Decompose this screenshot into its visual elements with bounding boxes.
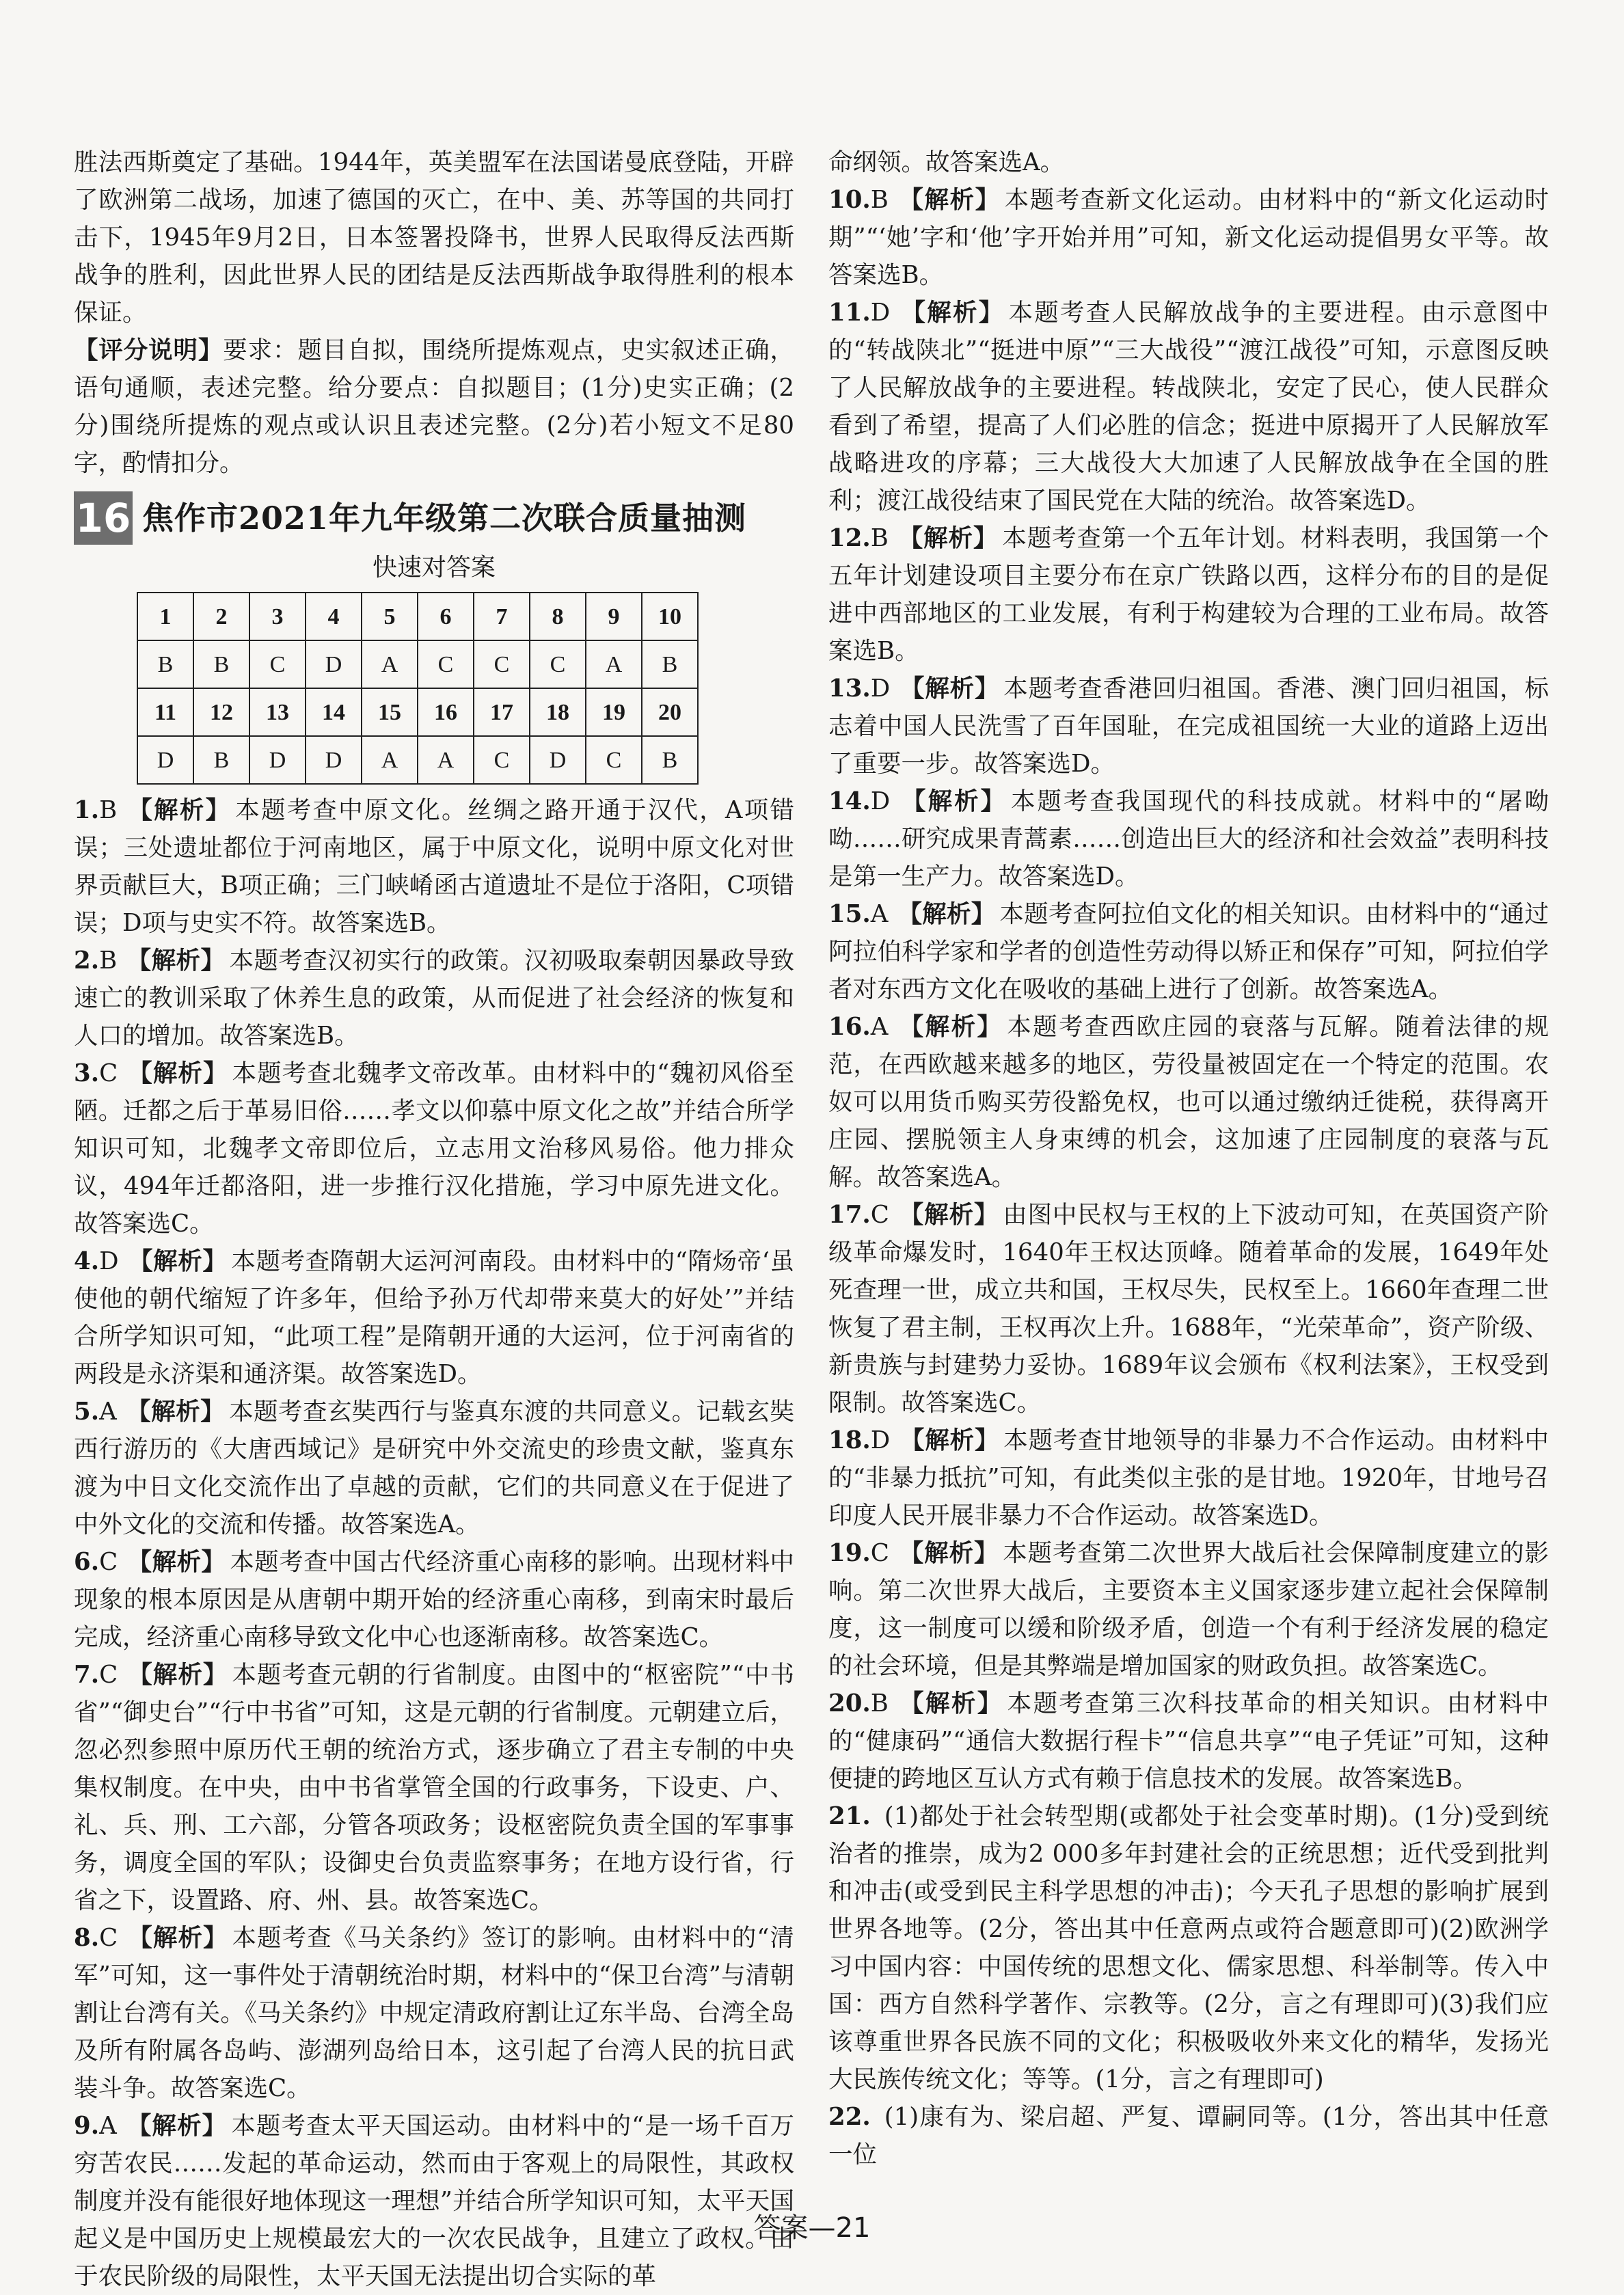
answer-letter: B xyxy=(870,1689,889,1717)
quick-answer-title: 快速对答案 xyxy=(372,554,496,582)
answer-number: 3. xyxy=(74,1059,100,1087)
answer-item xyxy=(74,942,794,1055)
table-cell: 9 xyxy=(586,593,642,640)
answer-explanation: 本题考查新文化运动。由材料中的“新文化运动时期”“‘她’字和‘他’字开始并用”可知，新文化运动提倡男女平等。故答案选B。 xyxy=(828,186,1549,289)
answer-letter: C xyxy=(99,1059,118,1087)
table-cell: 1 xyxy=(137,593,193,640)
table-cell: 13 xyxy=(249,688,306,736)
table-cell: B xyxy=(642,640,698,688)
answer-letter: C xyxy=(99,1548,118,1576)
answer-item xyxy=(828,1422,1549,1534)
answer-explanation: (1)都处于社会转型期(或都处于社会变革时期)。(1分)受到统治者的推崇，成为2 000多年封建社会的正统思想；近代受到批判和冲击(或受到民主科学思想的冲击)；今天孔子思想的影响扩展到世界各地等。(2分，答出其中任意两点或符合题意即可)(2)欧洲学习中国内容：中国传统的思想文化、儒家思想、科举制等。传入中国：西方自然科学著作、宗教等。(2分，言之有理即可)(3)我们应该尊重世界各民族不同的文化；积极吸收外来文化的精华，发扬光大民族传统文化；等等。(1分，言之有理即可) xyxy=(828,1802,1549,2093)
quick-answer-table xyxy=(137,592,699,785)
table-cell: D xyxy=(249,736,306,784)
table-cell: 19 xyxy=(586,688,642,736)
analysis-tag: 【解析】 xyxy=(899,1426,1000,1454)
answer-item xyxy=(74,791,794,942)
analysis-tag: 【解析】 xyxy=(127,1661,228,1689)
table-cell: B xyxy=(193,640,249,688)
answer-item xyxy=(828,519,1549,670)
answer-item xyxy=(828,181,1549,294)
table-cell: D xyxy=(306,736,362,784)
continuation-text: 命纲领。故答案选A。 xyxy=(828,148,1065,176)
answer-number: 10. xyxy=(828,186,871,214)
table-cell: 20 xyxy=(642,688,698,736)
table-cell: 6 xyxy=(418,593,474,640)
answer-number: 22. xyxy=(828,2103,871,2131)
answer-explanation: 本题考查元朝的行省制度。由图中的“枢密院”“中书省”“御史台”“行中书省”可知，这是元朝的行省制度。元朝建立后，忽必烈参照中原历代王朝的统治方式，逐步确立了君主专制的中央集权制度。在中央，由中书省掌管全国的行政事务，下设吏、户、礼、兵、刑、工六部，分管各项政务；设枢密院负责全国的军事事务，调度全国的军队；设御史台负责监察事务；在地方设行省，行省之下，设置路、府、州、县。故答案选C。 xyxy=(74,1661,794,1914)
answer-letter: A xyxy=(99,2112,117,2140)
table-row xyxy=(137,688,698,736)
analysis-tag: 【解析】 xyxy=(899,299,1005,327)
answer-letter: A xyxy=(870,1013,889,1041)
answer-letter: D xyxy=(870,299,891,327)
answer-explanation: 由图中民权与王权的上下波动可知，在英国资产阶级革命爆发时，1640年王权达顶峰。随着革命的发展，1649年处死查理一世，成立共和国，王权尽失，民权至上。1660年查理二世恢复了君主制，王权再次上升。1688年，“光荣革命”，资产阶级、新贵族与封建势力妥协。1689年议会颁布《权利法案》，王权受到限制。故答案选C。 xyxy=(828,1201,1549,1417)
answer-number: 20. xyxy=(828,1689,871,1717)
answer-letter: D xyxy=(870,787,891,815)
answer-explanation: 本题考查第二次世界大战后社会保障制度建立的影响。第二次世界大战后，主要资本主义国家逐步建立起社会保障制度，这一制度可以缓和阶级矛盾，创造一个有利于经济发展的稳定的社会环境，但是其弊端是增加国家的财政负担。故答案选C。 xyxy=(828,1539,1549,1680)
table-cell: B xyxy=(193,736,249,784)
answer-letter: D xyxy=(870,1426,891,1454)
table-cell: A xyxy=(586,640,642,688)
analysis-tag: 【解析】 xyxy=(898,1201,999,1229)
table-cell: 16 xyxy=(418,688,474,736)
answer-explanation: 本题考查阿拉伯文化的相关知识。由材料中的“通过阿拉伯科学家和学者的创造性劳动得以矫正和保存”可知，阿拉伯学者对东西方文化在吸收的基础上进行了创新。故答案选A。 xyxy=(828,900,1549,1003)
section-number: 16 xyxy=(74,491,133,545)
table-cell: 17 xyxy=(474,688,530,736)
section-header xyxy=(74,491,794,545)
answer-item xyxy=(828,1685,1549,1797)
right-column xyxy=(828,144,1549,2173)
answer-explanation: (1)康有为、梁启超、严复、谭嗣同等。(1分，答出其中任意一位 xyxy=(828,2103,1549,2169)
analysis-tag: 【解析】 xyxy=(126,796,232,824)
answer-letter: B xyxy=(870,524,889,552)
table-cell: 18 xyxy=(530,688,586,736)
answer-explanation: 本题考查玄奘西行与鉴真东渡的共同意义。记载玄奘西行游历的《大唐西域记》是研究中外交流史的珍贵文献，鉴真东渡为中日文化交流作出了卓越的贡献，它们的共同意义在于促进了中外文化的交流和传播。故答案选A。 xyxy=(74,1398,794,1538)
analysis-tag: 【解析】 xyxy=(126,2112,228,2140)
answer-number: 6. xyxy=(74,1548,100,1576)
table-row xyxy=(137,640,698,688)
left-column xyxy=(74,144,794,2295)
analysis-tag: 【解析】 xyxy=(897,186,1001,214)
answer-number: 2. xyxy=(74,947,100,975)
analysis-tag: 【解析】 xyxy=(127,1548,226,1576)
answer-explanation: 本题考查《马关条约》签订的影响。由材料中的“清军”可知，这一事件处于清朝统治时期，材料中的“保卫台湾”与清朝割让台湾有关。《马关条约》中规定清政府割让辽东半岛、台湾全岛及所有附属各岛屿、澎湖列岛给日本，这引起了台湾人民的抗日武装斗争。故答案选C。 xyxy=(74,1924,794,2102)
table-cell: A xyxy=(418,736,474,784)
table-cell: 7 xyxy=(474,593,530,640)
answer-item xyxy=(828,1534,1549,1685)
answer-explanation: 本题考查中原文化。丝绸之路开通于汉代，A项错误；三处遗址都位于河南地区，属于中原文化，说明中原文化对世界贡献巨大，B项正确；三门峡崤函古道遗址不是位于洛阳，C项错误；D项与史实不符。故答案选B。 xyxy=(74,796,794,937)
answer-number: 16. xyxy=(828,1013,871,1041)
answer-explanation: 本题考查太平天国运动。由材料中的“是一场千百万穷苦农民……发起的革命运动，然而由于客观上的局限性，其政权制度并没有能很好地体现这一理想”并结合所学知识可知，太平天国起义是中国历史上规模最宏大的一次农民战争，且建立了政权。由于农民阶级的局限性，太平天国无法提出切合实际的革 xyxy=(74,2112,794,2290)
answer-number: 14. xyxy=(828,787,871,815)
answer-item xyxy=(828,1797,1549,2098)
answer-number: 15. xyxy=(828,900,871,928)
answer-letter: B xyxy=(99,796,118,824)
analysis-tag: 【解析】 xyxy=(897,1013,1003,1041)
answer-letter: D xyxy=(99,1247,119,1275)
intro-paragraph: 胜法西斯奠定了基础。1944年，英美盟军在法国诺曼底登陆，开辟了欧洲第二战场，加速了德国的灭亡，在中、美、苏等国的共同打击下，1945年9月2日，日本签署投降书，世界人民取得反法西斯战争的胜利，因此世界人民的团结是反法西斯战争取得胜利的根本保证。 xyxy=(74,148,794,327)
answer-explanation: 本题考查人民解放战争的主要进程。由示意图中的“转战陕北”“挺进中原”“三大战役”“渡江战役”可知，示意图反映了人民解放战争的主要进程。转战陕北，安定了民心，使人民群众看到了希望，提高了人们必胜的信念；挺进中原揭开了人民解放军战略进攻的序幕；三大战役大大加速了人民解放战争在全国的胜利；渡江战役结束了国民党在大陆的统治。故答案选D。 xyxy=(828,299,1549,515)
answer-letter: A xyxy=(870,900,889,928)
table-cell: 14 xyxy=(306,688,362,736)
table-row xyxy=(137,593,698,640)
answer-explanation: 本题考查汉初实行的政策。汉初吸取秦朝因暴政导致速亡的教训采取了休养生息的政策，从而促进了社会经济的恢复和人口的增加。故答案选B。 xyxy=(74,947,794,1050)
answer-number: 17. xyxy=(828,1201,871,1229)
answer-letter: C xyxy=(870,1201,889,1229)
table-cell: A xyxy=(362,736,418,784)
table-cell: 15 xyxy=(362,688,418,736)
left-answer-list xyxy=(74,791,794,2295)
analysis-tag: 【解析】 xyxy=(127,1059,228,1087)
answer-item xyxy=(74,1919,794,2107)
table-cell: 5 xyxy=(362,593,418,640)
answer-letter: A xyxy=(99,1398,117,1426)
answer-explanation: 本题考查西欧庄园的衰落与瓦解。随着法律的规范，在西欧越来越多的地区，劳役量被固定在一个特定的范围。农奴可以用货币购买劳役豁免权，也可以通过缴纳迁徙税，获得离开庄园、摆脱领主人身束缚的机会，这加速了庄园制度的衰落与瓦解。故答案选A。 xyxy=(828,1013,1549,1191)
answer-letter: C xyxy=(870,1539,889,1567)
table-cell: C xyxy=(249,640,306,688)
answer-number: 11. xyxy=(828,299,871,327)
analysis-tag: 【解析】 xyxy=(897,1689,1003,1717)
page-footer: 答案—21 xyxy=(753,2212,871,2244)
evaluation-note xyxy=(74,331,794,482)
answer-number: 12. xyxy=(828,524,871,552)
answer-number: 5. xyxy=(74,1398,100,1426)
table-cell: D xyxy=(530,736,586,784)
answer-number: 13. xyxy=(828,675,871,703)
answer-number: 18. xyxy=(828,1426,871,1454)
answer-letter: C xyxy=(99,1924,118,1952)
answer-item xyxy=(828,294,1549,519)
answer-item xyxy=(828,895,1549,1008)
answer-item xyxy=(828,783,1549,895)
table-cell: C xyxy=(586,736,642,784)
analysis-tag: 【解析】 xyxy=(899,787,1007,815)
answer-letter: D xyxy=(870,675,891,703)
table-cell: C xyxy=(474,640,530,688)
analysis-tag: 【解析】 xyxy=(898,1539,999,1567)
answer-explanation: 本题考查隋朝大运河河南段。由材料中的“隋炀帝‘虽使他的朝代缩短了许多年，但给予孙万代却带来莫大的好处’”并结合所学知识可知，“此项工程”是隋朝开通的大运河，位于河南省的两段是永济渠和通济渠。故答案选D。 xyxy=(74,1247,794,1388)
answer-item xyxy=(74,1393,794,1543)
answer-explanation: 本题考查北魏孝文帝改革。由材料中的“魏初风俗至陋。迁都之后于革易旧俗……孝文以仰慕中原文化之故”并结合所学知识可知，北魏孝文帝即位后，立志用文治移风易俗。他力排众议，494年迁都洛阳，进一步推行汉化措施，学习中原先进文化。故答案选C。 xyxy=(74,1059,794,1238)
table-cell: D xyxy=(137,736,193,784)
table-row xyxy=(137,736,698,784)
answer-number: 7. xyxy=(74,1661,100,1689)
analysis-tag: 【解析】 xyxy=(128,1247,228,1275)
answer-item xyxy=(74,1656,794,1919)
table-cell: 10 xyxy=(642,593,698,640)
analysis-tag: 【解析】 xyxy=(126,1398,226,1426)
table-cell: D xyxy=(306,640,362,688)
table-cell: 11 xyxy=(137,688,193,736)
table-cell: C xyxy=(418,640,474,688)
answer-letter: C xyxy=(99,1661,118,1689)
analysis-tag: 【解析】 xyxy=(897,524,999,552)
answer-item xyxy=(828,1008,1549,1196)
table-cell: 8 xyxy=(530,593,586,640)
answer-explanation: 本题考查中国古代经济重心南移的影响。出现材料中现象的根本原因是从唐朝中期开始的经济重心南移，到南宋时最后完成，经济重心南移导致文化中心也逐渐南移。故答案选C。 xyxy=(74,1548,794,1651)
analysis-tag: 【解析】 xyxy=(127,1924,228,1952)
answer-item xyxy=(74,1242,794,1393)
answer-number: 19. xyxy=(828,1539,871,1567)
table-cell: 4 xyxy=(306,593,362,640)
table-cell: B xyxy=(642,736,698,784)
evaluation-label: 【评分说明】 xyxy=(74,336,224,364)
answer-number: 4. xyxy=(74,1247,100,1275)
answer-number: 21. xyxy=(828,1802,871,1830)
table-cell: 2 xyxy=(193,593,249,640)
analysis-tag: 【解析】 xyxy=(899,675,1000,703)
answer-number: 9. xyxy=(74,2112,100,2140)
answer-item xyxy=(828,670,1549,783)
analysis-tag: 【解析】 xyxy=(897,900,996,928)
analysis-tag: 【解析】 xyxy=(126,947,226,975)
answer-letter: B xyxy=(99,947,118,975)
table-cell: A xyxy=(362,640,418,688)
answer-item xyxy=(74,1055,794,1242)
answer-number: 1. xyxy=(74,796,100,824)
table-cell: C xyxy=(474,736,530,784)
answer-item xyxy=(74,1543,794,1656)
answer-explanation: 本题考查第三次科技革命的相关知识。由材料中的“健康码”“通信大数据行程卡”“信息共享”“电子凭证”可知，这种便捷的跨地区互认方式有赖于信息技术的发展。故答案选B。 xyxy=(828,1689,1549,1793)
table-cell: 3 xyxy=(249,593,306,640)
answer-explanation: 本题考查我国现代的科技成就。材料中的“屠呦呦……研究成果青蒿素……创造出巨大的经济和社会效益”表明科技是第一生产力。故答案选D。 xyxy=(828,787,1549,891)
answer-item xyxy=(828,2098,1549,2173)
answer-letter: B xyxy=(870,186,889,214)
answer-item xyxy=(828,1196,1549,1422)
answer-explanation: 本题考查甘地领导的非暴力不合作运动。由材料中的“非暴力抵抗”可知，有此类似主张的是甘地。1920年，甘地号召印度人民开展非暴力不合作运动。故答案选D。 xyxy=(828,1426,1549,1530)
answer-number: 8. xyxy=(74,1924,100,1952)
right-answer-list xyxy=(828,181,1549,2173)
evaluation-text: 要求：题目自拟，围绕所提炼观点，史实叙述正确，语句通顺，表述完整。给分要点：自拟题目；(1分)史实正确；(2分)围绕所提炼的观点或认识且表述完整。(2分)若小短文不足80字，酌情扣分。 xyxy=(74,336,794,477)
table-cell: C xyxy=(530,640,586,688)
table-cell: B xyxy=(137,640,193,688)
section-title: 焦作市2021年九年级第二次联合质量抽测 xyxy=(142,499,747,537)
answer-item xyxy=(74,2107,794,2295)
table-cell: 12 xyxy=(193,688,249,736)
answer-explanation: 本题考查第一个五年计划。材料表明，我国第一个五年计划建设项目主要分布在京广铁路以西，这样分布的目的是促进中西部地区的工业发展，有利于构建较为合理的工业布局。故答案选B。 xyxy=(828,524,1549,665)
answer-explanation: 本题考查香港回归祖国。香港、澳门回归祖国，标志着中国人民洗雪了百年国耻，在完成祖国统一大业的道路上迈出了重要一步。故答案选D。 xyxy=(828,675,1549,778)
